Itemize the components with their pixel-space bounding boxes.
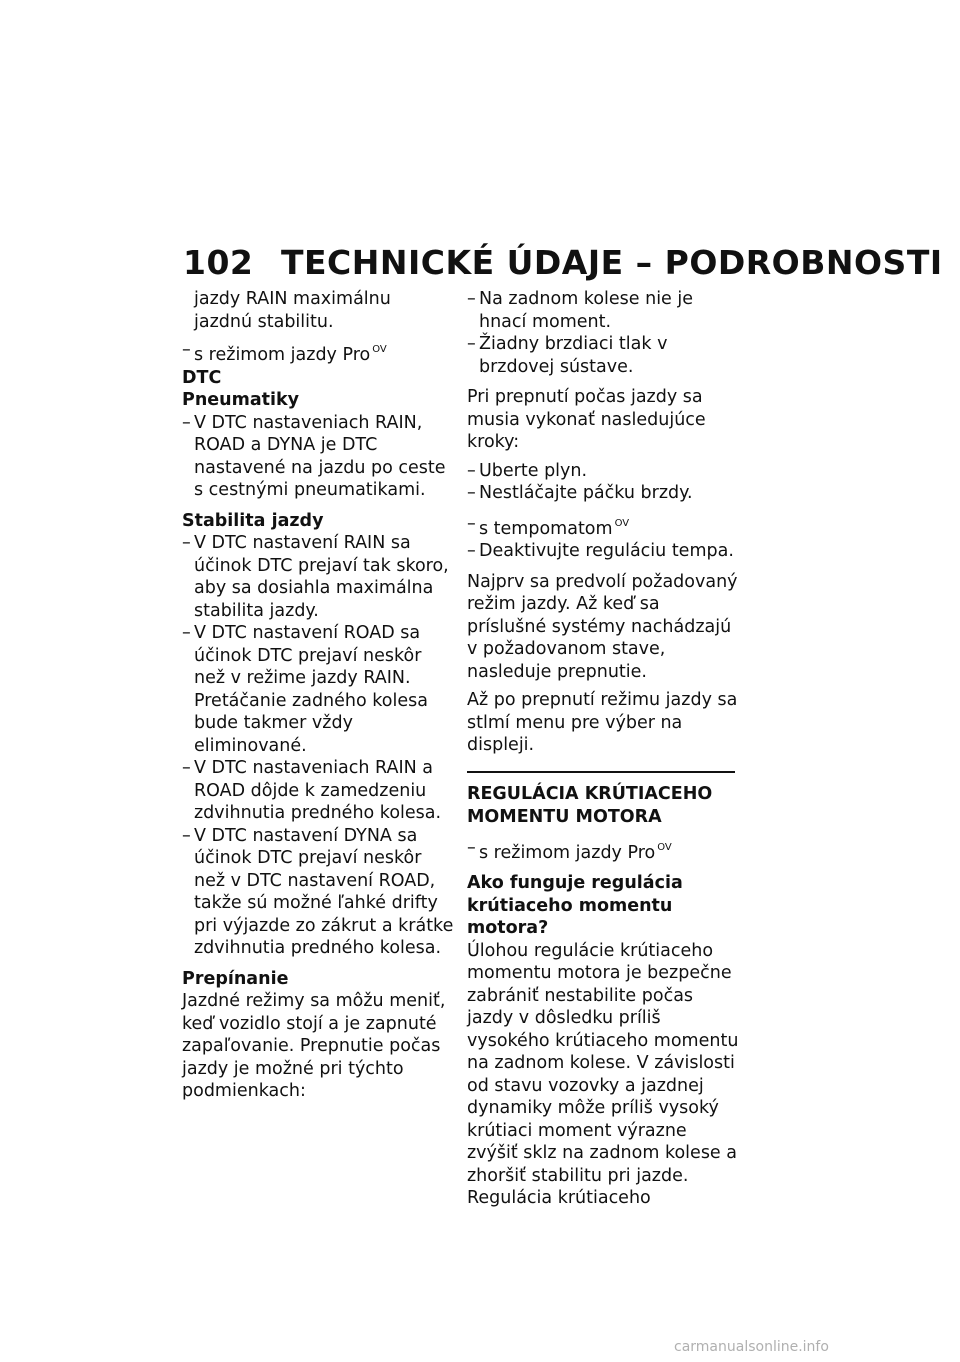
intro-text: jazdy RAIN maximálnu jazdnú stabilitu. xyxy=(194,289,391,332)
tempomat-note-text: s tempomatom xyxy=(479,518,613,539)
list-item: – Uberte plyn. xyxy=(467,460,739,483)
right-column xyxy=(467,288,739,1216)
list-item: – Žiadny brzdiaci tlak v brzdovej sústave. xyxy=(467,333,739,378)
tempomat-note xyxy=(467,513,739,541)
list-item: – Na zadnom kolese nie je hnací moment. xyxy=(467,288,739,333)
page-number: 102 xyxy=(183,243,254,282)
heading-question: Ako funguje regulácia krútiaceho momentu motora? xyxy=(467,873,683,938)
paragraph-answer: Úlohou regulácie krútiaceho momentu motora je bezpečne zabrániť nestabilite počas jazdy v dôsledku príliš vysokého krútiaceho momentu na zadnom kolese. V závislosti od stavu vozovky a jazdnej dynamiky môže príliš vysoký krútiaci moment výrazne zvýšiť sklz na zadnom kolese a zhoršiť stabilitu pri jazde. Regulácia krútiaceho xyxy=(467,940,739,1208)
list-item: – Nestláčajte páčku brzdy. xyxy=(467,482,739,505)
ov-marker: OV xyxy=(657,841,672,853)
heading-prepinanie: Prepínanie xyxy=(182,968,289,989)
list-item: – V DTC nastavení RAIN sa účinok DTC prejaví tak skoro, aby sa dosiahla maximálna stabilita jazdy. xyxy=(182,532,454,622)
heading-dtc: DTC xyxy=(182,367,222,388)
mode-note-text: s režimom jazdy Pro xyxy=(479,842,656,863)
ov-marker: OV xyxy=(614,517,630,529)
watermark: carmanualsonline.info xyxy=(674,1339,829,1355)
list-item: – V DTC nastaveniach RAIN, ROAD a DYNA je DTC nastavené na jazdu po ceste s cestnými pneumatikami. xyxy=(182,412,454,502)
section-title: REGULÁCIA KRÚTIACEHO MOMENTU MOTORA xyxy=(467,783,713,827)
paragraph-select: Najprv sa predvolí požadovaný režim jazdy. Až keď sa príslušné systémy nachádzajú v požadovanom stave, nasleduje prepnutie. xyxy=(467,571,738,682)
heading-pneumatiky: Pneumatiky xyxy=(182,390,300,410)
paragraph-steps: Pri prepnutí počas jazdy sa musia vykonať nasledujúce kroky: xyxy=(467,387,706,452)
left-column xyxy=(182,288,454,1109)
page-header xyxy=(183,243,943,282)
section-divider xyxy=(467,771,735,773)
list-item: – V DTC nastavení ROAD sa účinok DTC prejaví neskôr než v režime jazdy RAIN. Pretáčanie zadného kolesa bude takmer vždy eliminované. xyxy=(182,622,454,757)
heading-stabilita: Stabilita jazdy xyxy=(182,510,324,531)
mode-note-text: s režimom jazdy Pro xyxy=(194,345,371,365)
list-item: – V DTC nastavení DYNA sa účinok DTC prejaví neskôr než v DTC nastavení ROAD, takže sú možné ľahké drifty pri výjazde zo zákrut a krátke zdvihnutia predného kolesa. xyxy=(182,825,454,960)
list-item: – Deaktivujte reguláciu tempa. xyxy=(467,540,739,563)
paragraph-menu: Až po prepnutí režimu jazdy sa stlmí menu pre výber na displeji. xyxy=(467,690,738,755)
mode-note xyxy=(182,339,454,367)
mode-note xyxy=(467,837,739,865)
paragraph-prepinanie: Jazdné režimy sa môžu meniť, keď vozidlo stojí a je zapnuté zapaľovanie. Prepnutie počas jazdy je možné pri týchto podmienkach: xyxy=(182,991,446,1101)
list-item: – V DTC nastaveniach RAIN a ROAD dôjde k zamedzeniu zdvihnutia predného kolesa. xyxy=(182,757,454,825)
ov-marker: OV xyxy=(372,344,387,355)
page-title: TECHNICKÉ ÚDAJE – PODROBNOSTI xyxy=(281,243,943,282)
